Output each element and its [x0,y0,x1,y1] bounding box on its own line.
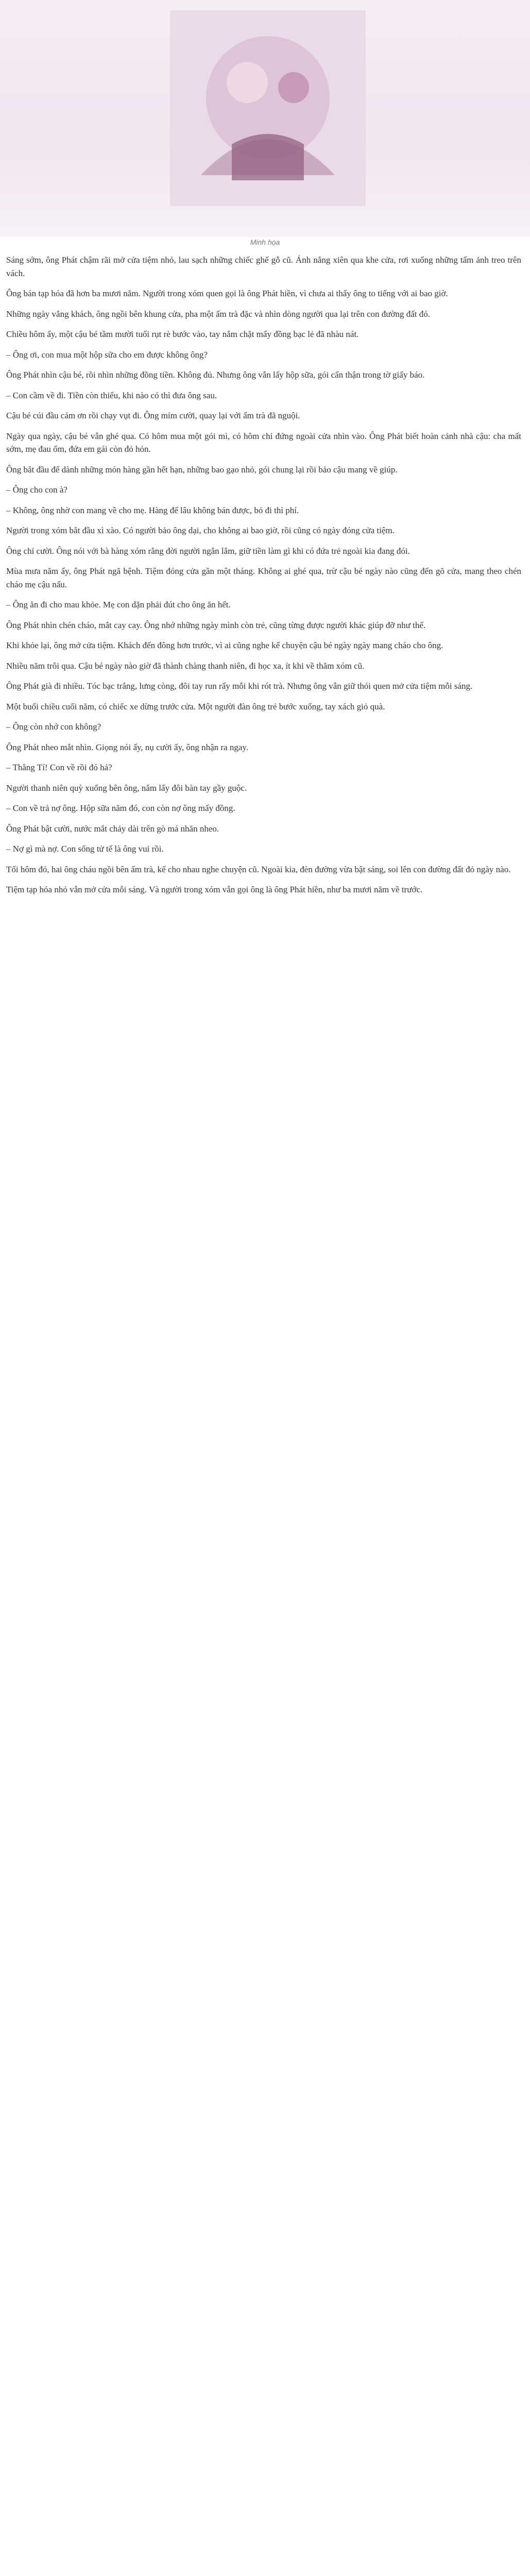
article-paragraph: Một buổi chiều cuối năm, có chiếc xe dừng trước cửa. Một người đàn ông trẻ bước xuống, tay xách giỏ quà. [6,701,385,711]
article-paragraph: Chiều hôm ấy, một cậu bé tầm mười tuổi rụt rè bước vào, tay nắm chặt mấy đồng bạc lẻ đã nhàu nát. [6,329,359,339]
article-paragraph: Ông bán tạp hóa đã hơn ba mươi năm. Người trong xóm quen gọi là ông Phát hiền, vì chưa ai thấy ông to tiếng với ai bao giờ. [6,289,448,298]
article-paragraph: Ông chỉ cười. Ông nói với bà hàng xóm rằng đời người ngắn lắm, giữ tiền làm gì khi có đứa trẻ ngoài kia đang đói. [6,546,410,556]
article-paragraph: – Con về trả nợ ông. Hộp sữa năm đó, con còn nợ ông mấy đồng. [6,803,235,813]
article-paragraph: – Thằng Tí! Con về rồi đó hả? [6,762,112,772]
image-caption: Minh họa [250,238,280,246]
article-paragraph: – Ông ơi, con mua một hộp sữa cho em được không ông? [6,349,208,360]
article-paragraph: – Nợ gì mà nợ. Con sống tử tế là ông vui rồi. [6,844,164,854]
article-paragraph: Ông Phát nheo mắt nhìn. Giọng nói ấy, nụ cười ấy, ông nhận ra ngay. [6,742,249,752]
article-paragraph: Sáng sớm, ông Phát chậm rãi mở cửa tiệm nhỏ, lau sạch những chiếc ghế gỗ cũ. Ánh nắng xiên qua khe cửa, rơi xuống những tấm ảnh treo trên vách. [6,255,521,278]
article-paragraph: Ông Phát nhìn chén cháo, mắt cay cay. Ông nhớ những ngày mình còn trẻ, cũng từng được người khác giúp đỡ như thế. [6,620,426,630]
hero-illustration [0,0,530,237]
article-paragraph: – Con cầm về đi. Tiền còn thiếu, khi nào có thì đưa ông sau. [6,390,217,400]
article-paragraph: Ông Phát nhìn cậu bé, rồi nhìn những đồng tiền. Không đủ. Nhưng ông vẫn lấy hộp sữa, gói cẩn thận trong tờ giấy báo. [6,370,425,380]
article-paragraph: Người trong xóm bắt đầu xì xào. Có người bảo ông dại, cho không ai bao giờ, rồi cũng có ngày đóng cửa tiệm. [6,526,395,535]
article-body [6,253,521,904]
article-paragraph: Ông Phát già đi nhiều. Tóc bạc trắng, lưng còng, đôi tay run rẩy mỗi khi rót trà. Nhưng ông vẫn giữ thói quen mở cửa tiệm mỗi sáng. [6,681,473,691]
article-paragraph: – Không, ông nhờ con mang về cho mẹ. Hàng để lâu không bán được, bỏ đi thì phí. [6,505,299,515]
article-paragraph: Người thanh niên quỳ xuống bên ông, nắm lấy đôi bàn tay gầy guộc. [6,783,247,793]
article-paragraph: Khi khỏe lại, ông mở cửa tiệm. Khách đến đông hơn trước, vì ai cũng nghe kể chuyện cậu bé ngày ngày mang cháo cho ông. [6,640,443,650]
article-paragraph: Ông bắt đầu để dành những món hàng gần hết hạn, những bao gạo nhỏ, gói chung lại rồi bảo cậu mang về giúp. [6,464,398,474]
article-paragraph: Mùa mưa năm ấy, ông Phát ngã bệnh. Tiệm đóng cửa gần một tháng. Không ai ghé qua, trừ cậu bé ngày nào cũng đến gõ cửa, mang theo chén cháo mẹ cậu nấu. [6,566,521,589]
article-paragraph: – Ông ăn đi cho mau khỏe. Mẹ con dặn phải đút cho ông ăn hết. [6,600,231,609]
article-paragraph: Tiệm tạp hóa nhỏ vẫn mở cửa mỗi sáng. Và người trong xóm vẫn gọi ông là ông Phát hiền, như ba mươi năm về trước. [6,885,423,894]
article-paragraph: Nhiều năm trôi qua. Cậu bé ngày nào giờ đã thành chàng thanh niên, đi học xa, ít khi về thăm xóm cũ. [6,660,365,671]
illustration-image [170,10,366,206]
article-paragraph: – Ông cho con à? [6,485,67,495]
article-paragraph: – Ông còn nhớ con không? [6,722,101,732]
article-paragraph: Cậu bé cúi đầu cảm ơn rồi chạy vụt đi. Ông mỉm cười, quay lại với ấm trà đã nguội. [6,411,300,420]
article-paragraph: Ông Phát bật cười, nước mắt chảy dài trên gò má nhăn nheo. [6,823,219,834]
article-paragraph: Tối hôm đó, hai ông cháu ngồi bên ấm trà, kể cho nhau nghe chuyện cũ. Ngoài kia, đèn đường vừa bật sáng, soi lên con đường đất đỏ ngày nào. [6,864,511,874]
article-paragraph: Ngày qua ngày, cậu bé vẫn ghé qua. Có hôm mua một gói mì, có hôm chỉ đứng ngoài cửa nhìn vào. Ông Phát biết hoàn cảnh nhà cậu: cha mất sớm, mẹ đau ốm, đứa em gái còn đỏ hỏn. [6,431,521,454]
article-paragraph: Những ngày vắng khách, ông ngồi bên khung cửa, pha một ấm trà đặc và nhìn dòng người qua lại trên con đường đất đỏ. [6,309,430,319]
